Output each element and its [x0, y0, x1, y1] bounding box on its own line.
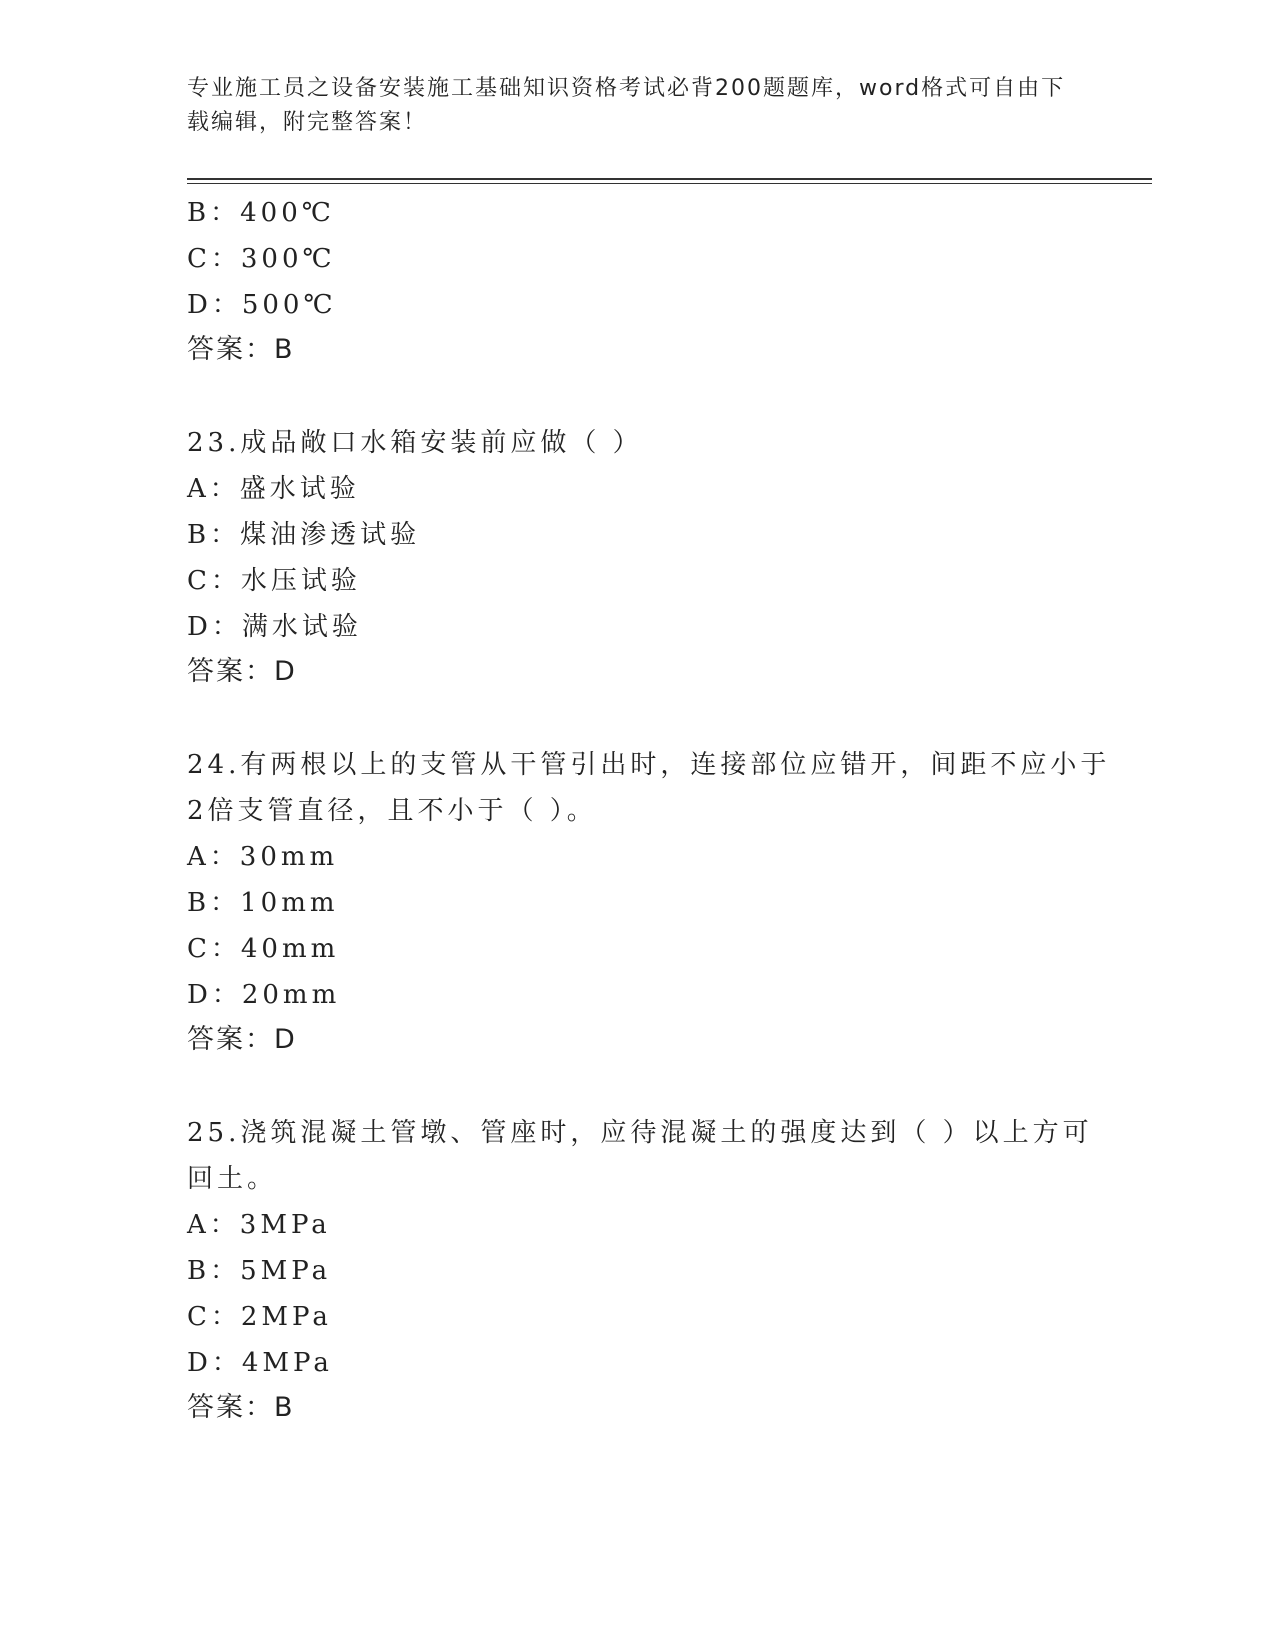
answer: 答案：B	[187, 1392, 295, 1423]
option-d: D：20mm	[187, 980, 341, 1010]
option-a: A：30mm	[187, 842, 339, 872]
option-b: B：煤油渗透试验	[187, 520, 421, 550]
question-24	[187, 742, 1111, 1062]
option-d: D：500℃	[187, 290, 337, 320]
option-b: B：10mm	[187, 888, 339, 918]
question-list	[187, 190, 1111, 1430]
option-a: A：3MPa	[187, 1210, 331, 1240]
option-c: C：水压试验	[187, 566, 361, 596]
option-d: D：满水试验	[187, 612, 362, 642]
question-text-line-2: 回土。	[187, 1164, 278, 1194]
header-rule-thick	[187, 178, 1152, 180]
spacer	[187, 694, 1087, 742]
question-22	[187, 190, 1087, 372]
option-b: B：400℃	[187, 198, 335, 228]
document-header: 专业施工员之设备安装施工基础知识资格考试必背200题题库，word格式可自由下载编辑，附完整答案！	[187, 76, 1066, 135]
answer: 答案：B	[187, 334, 295, 365]
option-a: A：盛水试验	[187, 474, 360, 504]
option-c: C：300℃	[187, 244, 336, 274]
spacer	[187, 372, 1087, 420]
header-rule-thin	[187, 183, 1152, 184]
question-23	[187, 420, 1087, 694]
option-b: B：5MPa	[187, 1256, 332, 1286]
option-c: C：2MPa	[187, 1302, 332, 1332]
question-text: 23.成品敞口水箱安装前应做（ ）	[187, 428, 643, 458]
option-c: C：40mm	[187, 934, 340, 964]
question-text-line-1: 25.浇筑混凝土管墩、管座时，应待混凝土的强度达到（ ）以上方可	[187, 1118, 1093, 1148]
question-25	[187, 1110, 1093, 1430]
answer: 答案：D	[187, 656, 297, 687]
spacer	[187, 1062, 1087, 1110]
question-text-line-1: 24.有两根以上的支管从干管引出时，连接部位应错开，间距不应小于	[187, 750, 1111, 780]
answer: 答案：D	[187, 1024, 297, 1055]
question-text-line-2: 2倍支管直径，且不小于（ ）。	[187, 796, 597, 826]
option-d: D：4MPa	[187, 1348, 333, 1378]
